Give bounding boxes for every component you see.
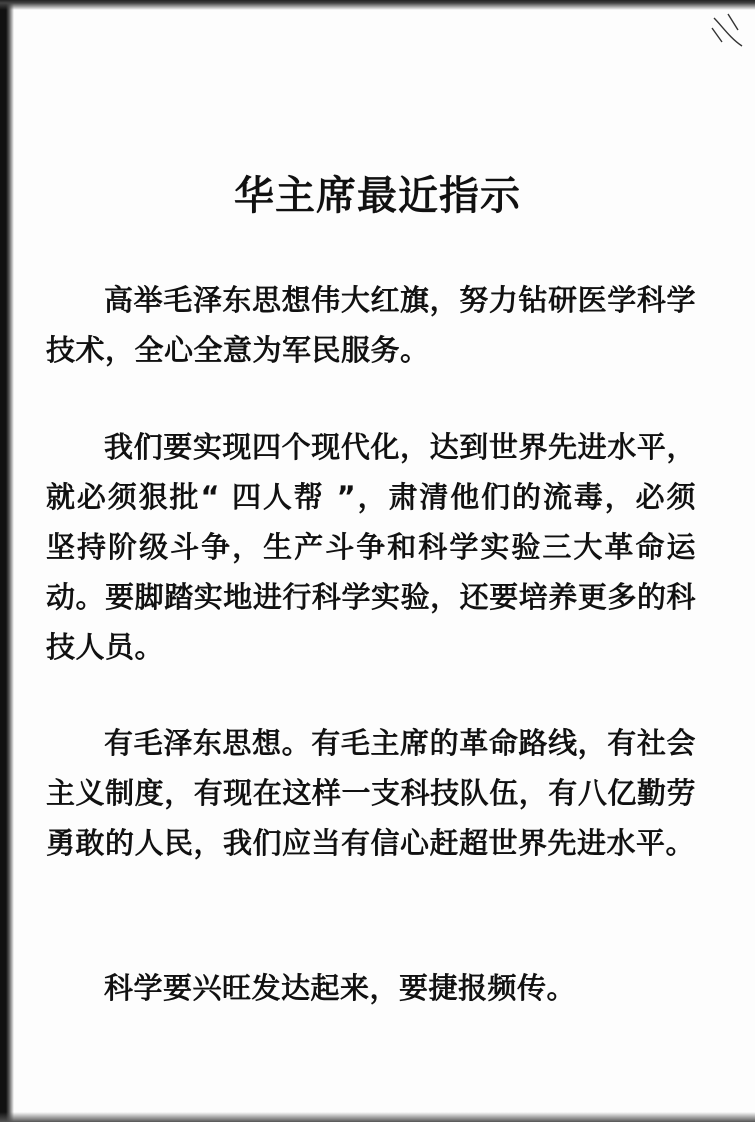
scan-edge-left: [0, 0, 14, 1122]
page-corner-fold-mark: [708, 8, 748, 63]
paragraph-2: 我们要实现四个现代化，达到世界先进水平，就必须狠批“ 四人帮 ”，肃清他们的流毒，必须坚持阶级斗争，生产斗争和科学实验三大革命运动。要脚踏实地进行科学实验，还要培养更多的科技人员。: [46, 430, 696, 664]
scan-edge-top: [0, 0, 755, 10]
paragraph-4: 科学要兴旺发达起来，要捷报频传。: [104, 971, 577, 1005]
paragraph-1: 高举毛泽东思想伟大红旗，努力钻研医学科学技术，全心全意为军民服务。: [46, 283, 696, 367]
paragraph-3: 有毛泽东思想。有毛主席的革命路线，有社会主义制度，有现在这样一支科技队伍，有八亿勤劳勇敢的人民，我们应当有信心赶超世界先进水平。: [46, 726, 696, 860]
scan-edge-bottom: [0, 1112, 755, 1122]
page-title: 华主席最近指示: [234, 172, 521, 219]
